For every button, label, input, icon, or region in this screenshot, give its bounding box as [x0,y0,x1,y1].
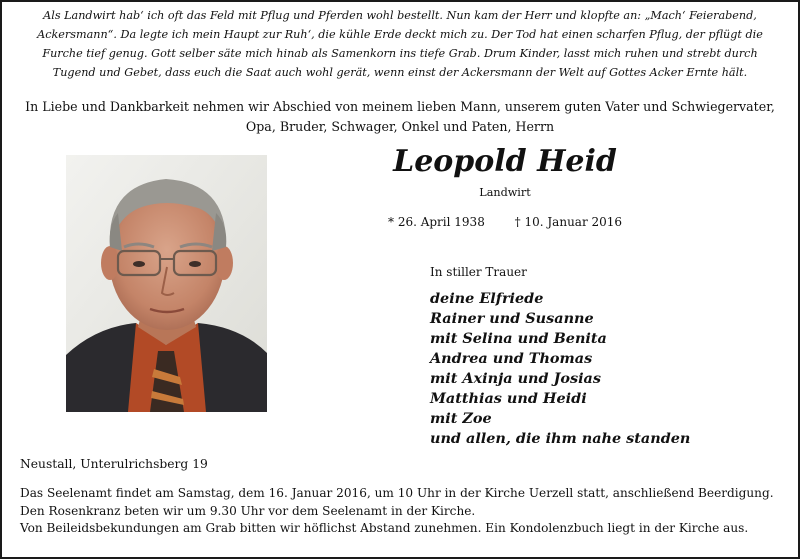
birth-date: * 26. April 1938 [388,215,485,229]
farewell-intro [14,97,786,137]
portrait-illustration [66,155,267,412]
verse-line: Als Landwirt hab‘ ich oft das Feld mit Pflug und Pferden wohl bestellt. Nun kam der Herr und klopfte an: „Mach‘ Feierabend, [43,9,757,22]
note-line: Den Rosenkranz beten wir um 9.30 Uhr vor dem Seelenamt in der Kirche. [20,503,476,518]
verse-line: Furche tief genug. Gott selber säte mich hinab als Samenkorn ins tiefe Grab. Drum Kinder, lasst mich ruhen und strebt durch [42,47,758,60]
life-dates [388,213,648,231]
mourner-line: deine Elfriede [430,290,544,307]
note-line: Das Seelenamt findet am Samstag, dem 16. Januar 2016, um 10 Uhr in der Kirche Uerzell statt, anschließend Beerdigung. [20,486,774,500]
mourner-line: mit Selina und Benita [430,330,607,347]
deceased-name: Leopold Heid [393,144,617,179]
intro-line: In Liebe und Dankbarkeit nehmen wir Abschied von meinem lieben Mann, unserem guten Vater und Schwiegervater, [25,99,775,114]
mourner-line: Andrea und Thomas [430,350,593,367]
farmer-verse [14,6,786,82]
mourning-heading: In stiller Trauer [430,265,527,279]
verse-line: Ackersmann“. Da legte ich mein Haupt zur Ruh‘, die kühle Erde deckt mich zu. Der Tod hat einen scharfen Pflug, der pflügt die [37,28,763,41]
family-address: Neustall, Unterulrichsberg 19 [20,457,208,471]
mourner-line: und allen, die ihm nahe standen [430,430,691,447]
portrait-photo [66,155,267,412]
verse-line: Tugend und Gebet, dass euch die Saat auch wohl gerät, wenn einst der Ackersmann der Welt auf Gottes Acker Ernte hält. [52,66,748,79]
mourners-list [430,289,690,449]
deceased-occupation: Landwirt [479,186,531,199]
note-line: Von Beileidsbekundungen am Grab bitten wir höflichst Abstand zunehmen. Ein Kondolenzbuch liegt in der Kirche aus. [20,521,749,535]
mourner-line: mit Axinja und Josias [430,370,601,387]
funeral-notes [20,485,790,538]
intro-line: Opa, Bruder, Schwager, Onkel und Paten, Herrn [245,119,555,134]
mourner-line: Rainer und Susanne [430,310,594,327]
mourner-line: Matthias und Heidi [430,390,587,407]
mourner-line: mit Zoe [430,410,492,427]
death-date: † 10. Januar 2016 [514,215,623,229]
